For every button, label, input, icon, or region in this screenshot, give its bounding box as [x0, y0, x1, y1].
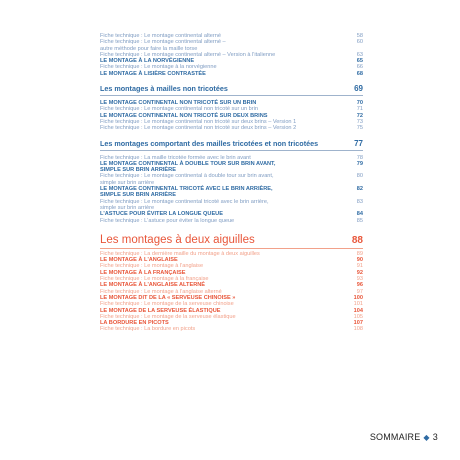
toc-entry-title: L'ASTUCE POUR ÉVITER LA LONGUE QUEUE	[100, 211, 223, 218]
section-page: 69	[354, 84, 363, 94]
chapter-title: Les montages à deux aiguilles	[100, 233, 255, 246]
toc-entry-page: 71	[356, 106, 363, 113]
page-footer	[370, 432, 438, 442]
toc-entry-page: 93	[356, 276, 363, 283]
toc-entry-title: autre méthode pour faire la maille torse	[100, 45, 198, 52]
toc-entry-title: Fiche technique : La maille tricotée formée avec le brin avant	[100, 154, 251, 161]
toc-block-2	[100, 100, 363, 131]
toc-entry-heading[interactable]	[100, 71, 363, 77]
toc-entry-page: 89	[356, 250, 363, 257]
toc-entry-title: LA BORDURE EN PICOTS	[100, 320, 169, 327]
toc-entry-page: 82	[356, 186, 363, 193]
toc-entry-title: LE MONTAGE À L'ANGLAISE	[100, 257, 178, 264]
chapter-heading[interactable]	[100, 234, 363, 249]
toc-entry-page: 78	[356, 154, 363, 161]
toc-entry-page: 104	[353, 307, 363, 314]
toc-entry-title: Fiche technique : L'astuce pour éviter la longue queue	[100, 217, 235, 224]
toc-entry-page: 72	[356, 112, 363, 119]
toc-entry-page: 100	[353, 294, 363, 301]
toc-entry-title: Fiche technique : Le montage continental alterné – Version à l'italienne	[100, 51, 276, 58]
toc-block-3	[100, 155, 363, 224]
toc-entry-page: 60	[356, 39, 363, 46]
toc-entry-title: LE MONTAGE CONTINENTAL À DOUBLE TOUR SUR BRIN AVANT,	[100, 160, 276, 167]
toc-entry-page: 107	[353, 320, 363, 327]
toc-entry-title: simple sur brin arrière	[100, 204, 155, 211]
diamond-icon: ◆	[423, 433, 430, 442]
toc-entry-page: 84	[356, 211, 363, 218]
toc-entry-page: 96	[356, 282, 363, 289]
table-of-contents	[100, 33, 363, 333]
toc-entry-title: Fiche technique : Le montage continental alterné –	[100, 39, 226, 46]
toc-entry-page: 58	[356, 33, 363, 39]
toc-entry-page: 80	[356, 173, 363, 180]
toc-entry-page: 75	[356, 125, 363, 132]
section-title: Les montages comportant des mailles tricotées et non tricotées	[100, 138, 319, 148]
toc-entry-title: Fiche technique : Le montage continental alterné	[100, 33, 221, 39]
toc-entry-page: 63	[356, 51, 363, 58]
section-heading[interactable]	[100, 84, 363, 96]
toc-entry-title: Fiche technique : La bordure en picots	[100, 326, 196, 333]
chapter-page: 88	[351, 234, 363, 246]
toc-entry-page: 68	[356, 70, 363, 77]
toc-entry-title: LE MONTAGE À LA NORVÉGIENNE	[100, 58, 195, 65]
toc-entry-page: 91	[356, 263, 363, 270]
toc-entry-title: LE MONTAGE CONTINENTAL TRICOTÉ AVEC LE BRIN ARRIÈRE,	[100, 186, 273, 193]
toc-entry-page: 65	[356, 58, 363, 65]
toc-entry-title: Fiche technique : Le montage à l'anglaise	[100, 263, 204, 270]
toc-entry[interactable]	[100, 218, 363, 224]
toc-entry[interactable]	[100, 326, 363, 332]
toc-block-1	[100, 33, 363, 77]
toc-entry-title: LE MONTAGE CONTINENTAL NON TRICOTÉ SUR UN BRIN	[100, 100, 257, 107]
toc-entry-title: LE MONTAGE CONTINENTAL NON TRICOTÉ SUR DEUX BRINS	[100, 112, 268, 119]
toc-entry-page: 73	[356, 118, 363, 125]
toc-entry-page: 108	[353, 326, 363, 333]
toc-entry-title: Fiche technique : Le montage de la serveuse chinoise	[100, 301, 234, 308]
toc-entry-page: 70	[356, 100, 363, 107]
toc-entry-title: LE MONTAGE À L'ANGLAISE ALTERNÉ	[100, 282, 206, 289]
toc-entry-title: Fiche technique : Le montage continental non tricoté sur deux brins – Version 2	[100, 125, 297, 132]
toc-block-4	[100, 251, 363, 333]
toc-entry-title: SIMPLE SUR BRIN ARRIÈRE	[100, 192, 176, 199]
toc-entry-title: SIMPLE SUR BRIN ARRIÈRE	[100, 167, 176, 174]
toc-entry-page: 66	[356, 64, 363, 71]
toc-entry-title: LE MONTAGE DIT DE LA « SERVEUSE CHINOISE »	[100, 294, 236, 301]
toc-entry-title: Fiche technique : Le montage continental à double tour sur brin avant,	[100, 173, 274, 180]
toc-entry-title: Fiche technique : Le montage à la française	[100, 276, 209, 283]
toc-entry-title: LE MONTAGE DE LA SERVEUSE ÉLASTIQUE	[100, 307, 221, 314]
toc-entry-page: 97	[356, 288, 363, 295]
footer-page-number: 3	[432, 432, 438, 442]
toc-entry-title: Fiche technique : La dernière maille du montage à deux aiguilles	[100, 250, 260, 257]
toc-entry-page: 90	[356, 257, 363, 264]
toc-entry-page: 85	[356, 217, 363, 224]
toc-entry-page: 92	[356, 269, 363, 276]
toc-entry[interactable]	[100, 125, 363, 131]
toc-entry-page: 105	[353, 313, 363, 320]
toc-entry-title: Fiche technique : Le montage à l'anglaise alterné	[100, 288, 222, 295]
toc-entry-page: 79	[356, 160, 363, 167]
section-heading[interactable]	[100, 139, 363, 151]
section-page: 77	[354, 138, 363, 148]
footer-label: SOMMAIRE	[369, 432, 421, 442]
toc-entry-page: 101	[353, 301, 363, 308]
toc-entry-title: Fiche technique : Le montage de la serveuse élastique	[100, 313, 236, 320]
toc-entry-page: 83	[356, 198, 363, 205]
toc-entry-title: Fiche technique : Le montage continental tricoté avec le brin arrière,	[100, 198, 269, 205]
toc-entry-title: simple sur brin arrière	[100, 179, 155, 186]
section-title: Les montages à mailles non tricotées	[100, 84, 228, 94]
toc-entry-title: LE MONTAGE À LA FRANÇAISE	[100, 269, 186, 276]
toc-entry-title: LE MONTAGE À LISIÈRE CONTRASTÉE	[100, 70, 206, 77]
toc-entry-title: Fiche technique : Le montage à la norvégienne	[100, 64, 217, 71]
toc-entry-title: Fiche technique : Le montage continental non tricoté sur un brin	[100, 106, 258, 113]
toc-entry-title: Fiche technique : Le montage continental non tricoté sur deux brins – Version 1	[100, 118, 297, 125]
